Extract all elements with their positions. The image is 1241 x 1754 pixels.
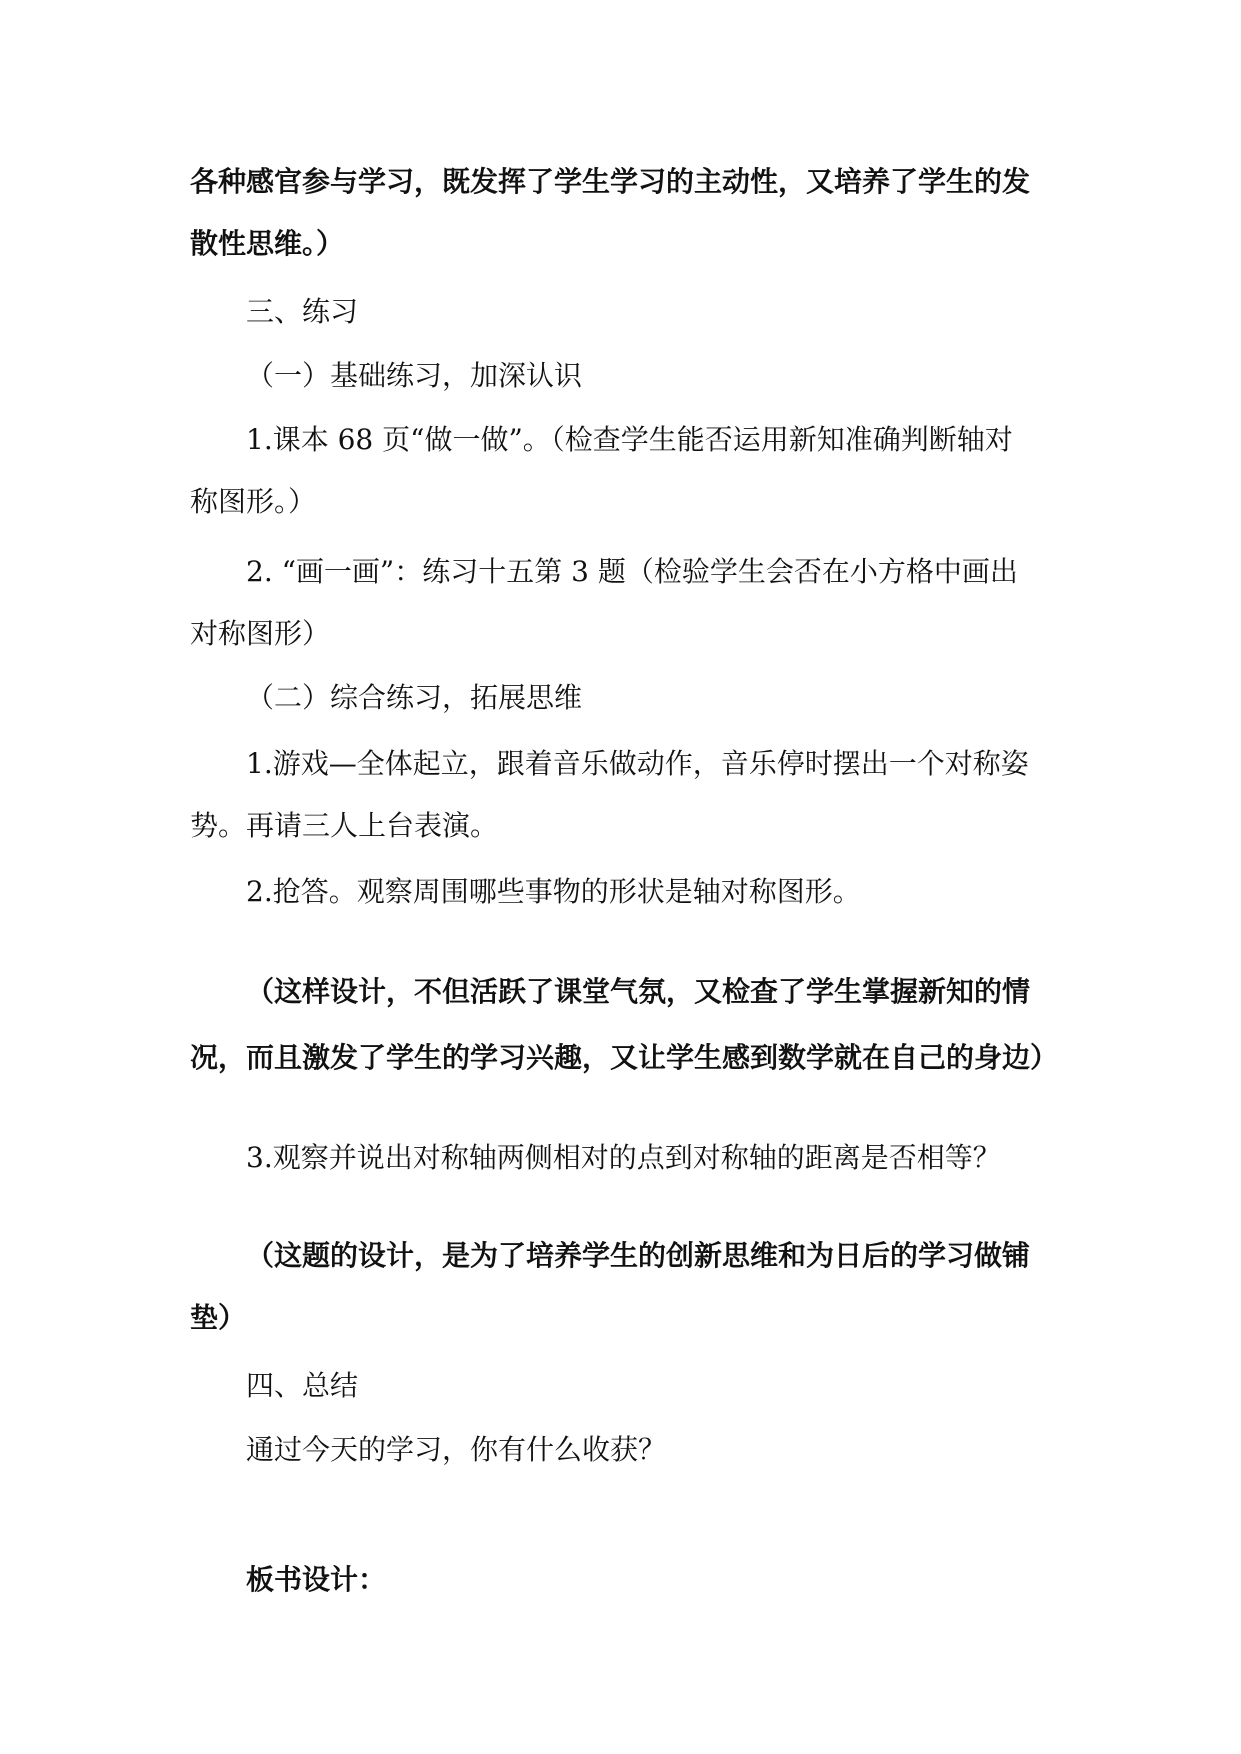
paragraph-line: 各种感官参与学习，既发挥了学生学习的主动性，又培养了学生的发 xyxy=(190,165,1031,198)
paragraph-line: 散性思维。） xyxy=(190,227,345,260)
subsection-heading: （二）综合练习，拓展思维 xyxy=(246,681,583,714)
section-heading: 三、练习 xyxy=(246,295,359,328)
design-note-line: （这样设计，不但活跃了课堂气氛，又检查了学生掌握新知的情 xyxy=(246,975,1031,1008)
design-note-line: 垫） xyxy=(190,1301,247,1334)
exercise-line: 对称图形） xyxy=(190,617,331,650)
subsection-heading: （一）基础练习，加深认识 xyxy=(246,359,583,392)
exercise-line: 势。再请三人上台表演。 xyxy=(190,809,499,842)
design-note-line: （这题的设计，是为了培养学生的创新思维和为日后的学习做铺 xyxy=(246,1239,1031,1272)
exercise-line: 1.课本 68 页“做一做”。（检查学生能否运用新知准确判断轴对 xyxy=(246,423,1013,456)
board-design-heading: 板书设计： xyxy=(246,1563,387,1596)
exercise-line: 2.抢答。观察周围哪些事物的形状是轴对称图形。 xyxy=(246,875,861,908)
section-heading: 四、总结 xyxy=(246,1369,359,1402)
exercise-line: 2. “画一画”：练习十五第 3 题（检验学生会否在小方格中画出 xyxy=(246,555,1018,588)
exercise-line: 3.观察并说出对称轴两侧相对的点到对称轴的距离是否相等？ xyxy=(246,1141,1001,1174)
design-note-line: 况，而且激发了学生的学习兴趣，又让学生感到数学就在自己的身边） xyxy=(190,1041,1059,1074)
exercise-line: 1.游戏—全体起立，跟着音乐做动作，音乐停时摆出一个对称姿 xyxy=(246,747,1029,780)
exercise-line: 称图形。） xyxy=(190,485,317,518)
summary-question: 通过今天的学习，你有什么收获？ xyxy=(246,1433,667,1466)
